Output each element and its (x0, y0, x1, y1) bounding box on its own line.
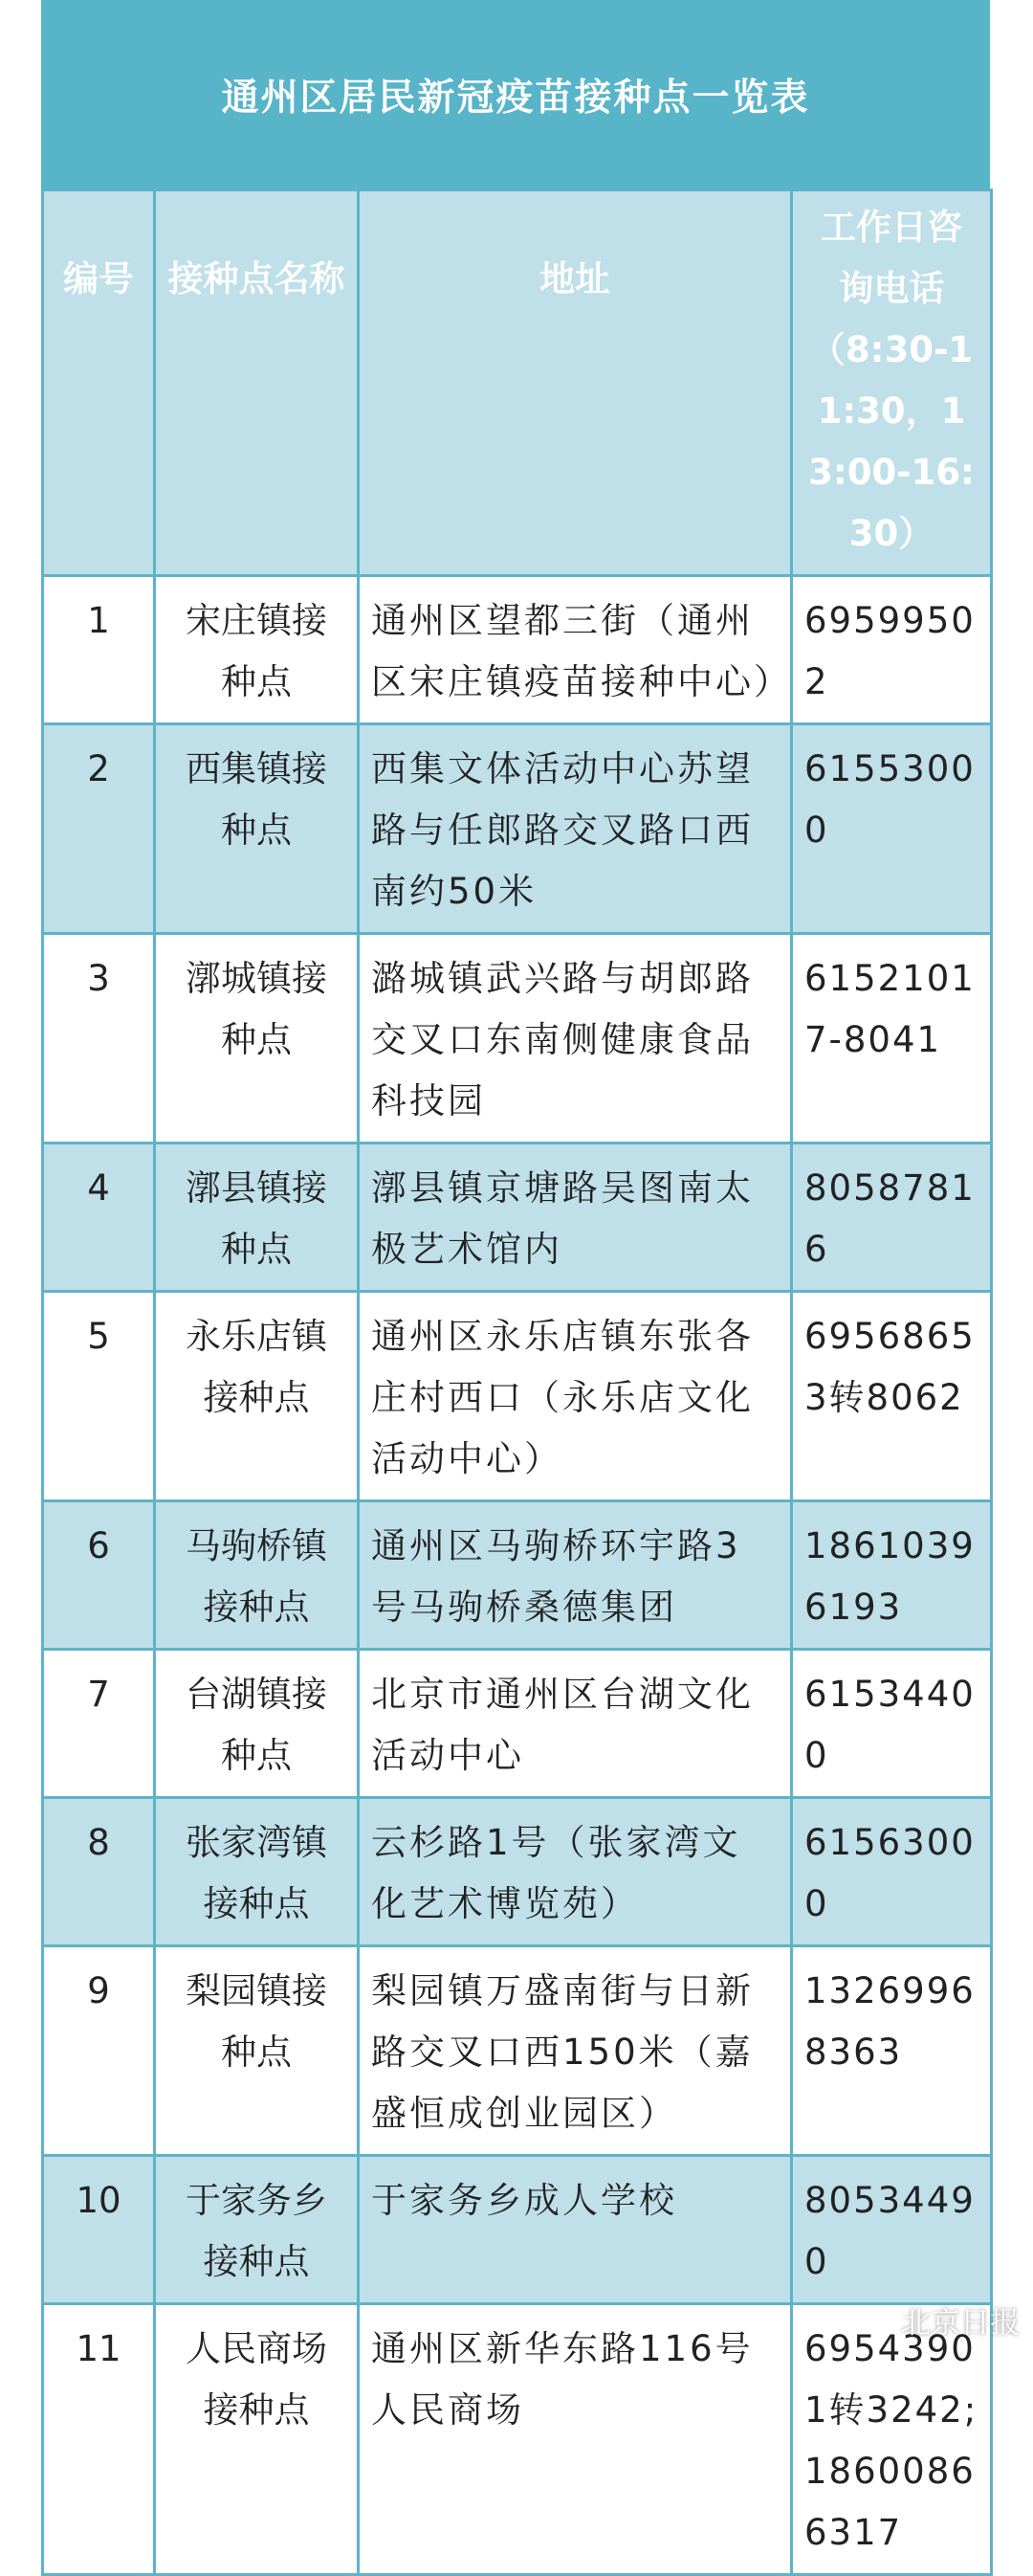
cell-address: 潞城镇武兴路与胡郎路交叉口东南侧健康食品科技园 (359, 934, 792, 1144)
watermark (857, 2298, 1020, 2342)
cell-no: 7 (43, 1650, 155, 1798)
cell-no: 3 (43, 934, 155, 1144)
cell-site-name: 人民商场接种点 (155, 2304, 359, 2575)
table-title-bar (41, 0, 990, 189)
cell-site-name: 马驹桥镇接种点 (155, 1501, 359, 1650)
cell-no: 6 (43, 1501, 155, 1650)
cell-no: 4 (43, 1144, 155, 1292)
cell-phone: 69599502 (792, 576, 992, 724)
cell-no: 11 (43, 2304, 155, 2575)
cell-address: 通州区望都三街（通州区宋庄镇疫苗接种中心） (359, 576, 792, 724)
vaccination-sites-table (41, 189, 993, 2576)
cell-phone: 61553000 (792, 724, 992, 934)
cell-address: 梨园镇万盛南街与日新路交叉口西150米（嘉盛恒成创业园区） (359, 1946, 792, 2156)
cell-no: 5 (43, 1292, 155, 1501)
cell-address: 通州区新华东路116号人民商场 (359, 2304, 792, 2575)
header-no: 编号 (43, 190, 155, 576)
cell-address: 西集文体活动中心苏望路与任郎路交叉路口西南约50米 (359, 724, 792, 934)
cell-address: 云杉路1号（张家湾文化艺术博览苑） (359, 1798, 792, 1946)
cell-site-name: 于家务乡接种点 (155, 2156, 359, 2304)
cell-no: 9 (43, 1946, 155, 2156)
cell-site-name: 永乐店镇接种点 (155, 1292, 359, 1501)
cell-no: 2 (43, 724, 155, 934)
table-row (43, 724, 992, 934)
cell-site-name: 漷县镇接种点 (155, 1144, 359, 1292)
cell-phone: 18610396193 (792, 1501, 992, 1650)
cell-phone: 69543901转3242;18600866317 (792, 2304, 992, 2575)
cell-no: 1 (43, 576, 155, 724)
cell-address: 漷县镇京塘路吴图南太极艺术馆内 (359, 1144, 792, 1292)
header-address: 地址 (359, 190, 792, 576)
cell-site-name: 漷城镇接种点 (155, 934, 359, 1144)
watermark-text: 北京日报 (901, 2306, 1020, 2341)
table-row (43, 576, 992, 724)
table-row (43, 2304, 992, 2575)
cell-site-name: 宋庄镇接种点 (155, 576, 359, 724)
table-row (43, 1798, 992, 1946)
table-row (43, 934, 992, 1144)
table-row (43, 1650, 992, 1798)
cell-address: 通州区永乐店镇东张各庄村西口（永乐店文化活动中心） (359, 1292, 792, 1501)
cell-no: 8 (43, 1798, 155, 1946)
table-row (43, 2156, 992, 2304)
cell-address: 于家务乡成人学校 (359, 2156, 792, 2304)
cell-site-name: 梨园镇接种点 (155, 1946, 359, 2156)
table-row (43, 1501, 992, 1650)
header-phone: 工作日咨询电话（8:30-11:30，13:00-16:30） (792, 190, 992, 576)
table-row (43, 1292, 992, 1501)
cell-phone: 61521017-8041 (792, 934, 992, 1144)
cell-address: 通州区马驹桥环宇路3号马驹桥桑德集团 (359, 1501, 792, 1650)
wechat-icon (857, 2305, 895, 2336)
cell-site-name: 张家湾镇接种点 (155, 1798, 359, 1946)
cell-phone: 61563000 (792, 1798, 992, 1946)
table-row (43, 1144, 992, 1292)
cell-phone: 13269968363 (792, 1946, 992, 2156)
header-name: 接种点名称 (155, 190, 359, 576)
cell-phone: 80534490 (792, 2156, 992, 2304)
cell-address: 北京市通州区台湖文化活动中心 (359, 1650, 792, 1798)
header-row (43, 190, 992, 576)
cell-phone: 61534400 (792, 1650, 992, 1798)
table-title: 通州区居民新冠疫苗接种点一览表 (221, 76, 810, 120)
cell-phone: 80587816 (792, 1144, 992, 1292)
cell-phone: 69568653转8062 (792, 1292, 992, 1501)
table-row (43, 1946, 992, 2156)
cell-site-name: 西集镇接种点 (155, 724, 359, 934)
cell-site-name: 台湖镇接种点 (155, 1650, 359, 1798)
cell-no: 10 (43, 2156, 155, 2304)
